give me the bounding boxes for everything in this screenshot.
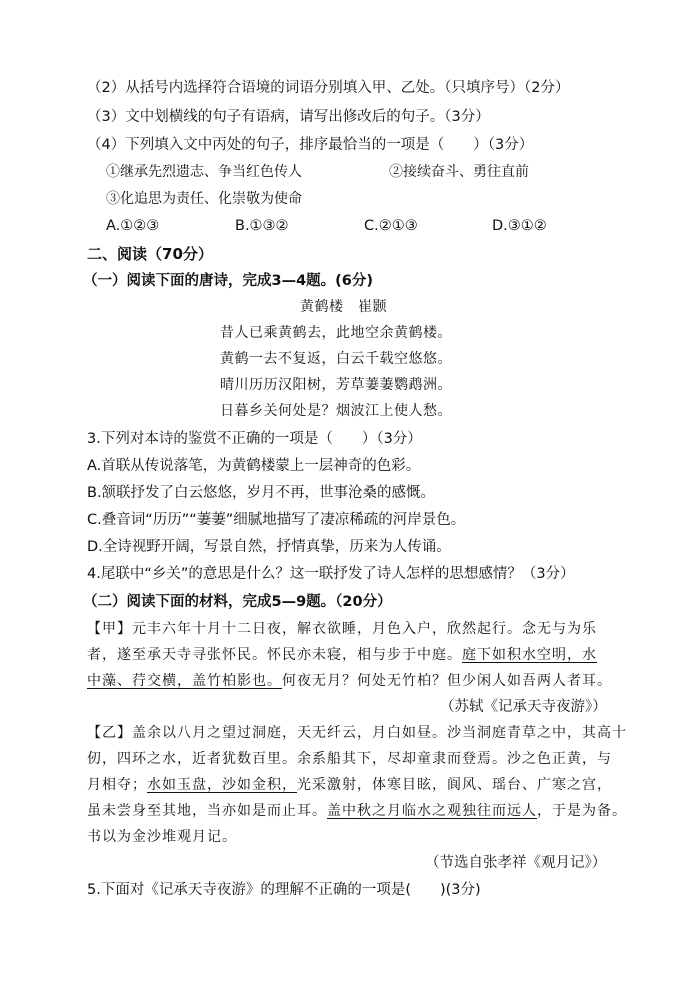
question-3-text: （3）文中划横线的句子有语病，请写出修改后的句子。（3分） [87,109,490,125]
q4-item-3: ③化追思为责任、化崇敬为使命 [106,191,302,207]
jia-line-2 [87,645,597,665]
yi-line-4-a: 虽未尝身至其地，当亦如是而止耳。 [87,803,327,819]
yi-line-3-a: 月相夺； [87,777,147,793]
yi-line-3-c: 光采激射，体寒目眩，阆风、瑶台、广寒之宫， [297,777,612,793]
q4-option-a: A.①②③ [106,218,160,234]
q4-item-1: ①继承先烈遗志、争当红色传人 [106,164,302,180]
yi-underlined-2: 盖中秋之月临水之观独往而远人 [327,803,537,819]
section-2-heading: 二、阅读（70分） [87,245,213,263]
jia-line-3-text: 何夜无月？何处无竹柏？但少闲人如吾两人者耳。 [282,673,612,689]
q4-option-b: B.①③② [235,218,289,234]
poem-line-2: 黄鹤一去不复返，白云千载空悠悠。 [220,351,452,367]
jia-line-1: 【甲】元丰六年十月十二日夜，解衣欲睡，月色入户，欣然起行。念无与为乐 [87,621,597,637]
yi-underlined-1: 水如玉盘，沙如金积， [147,777,297,793]
q4-item-2: ②接续奋斗、勇往直前 [389,164,529,180]
poem-line-3: 晴川历历汉阳树，芳草萋萋鹦鹉洲。 [220,377,452,393]
yi-line-4 [87,801,627,821]
jia-source: （苏轼《记承天寺夜游》） [440,699,607,715]
poem-line-4: 日暮乡关何处是？烟波江上使人愁。 [220,403,452,419]
part-1-heading: （一）阅读下面的唐诗，完成3—4题。(6分) [83,273,374,289]
poem-line-1: 昔人已乘黄鹤去，此地空余黄鹤楼。 [220,325,452,341]
poem-title: 黄鹤楼 崔颢 [300,299,387,315]
question-3-main: 3.下列对本诗的鉴赏不正确的一项是（ ）（3分） [87,431,422,447]
q3-option-b: B.颔联抒发了白云悠悠，岁月不再，世事沧桑的感慨。 [87,485,436,501]
question-5-main: 5.下面对《记承天寺夜游》的理解不正确的一项是( )(3分) [87,882,481,898]
yi-line-5: 书以为金沙堆观月记。 [87,829,237,845]
yi-line-4-c: ，于是为备。 [537,803,627,819]
jia-underlined-2: 中藻、荇交横，盖竹柏影也。 [87,673,282,689]
question-4-text: （4）下列填入文中丙处的句子，排序最恰当的一项是（ ）（3分） [87,137,534,153]
part-2-heading: （二）阅读下面的材料，完成5—9题。（20分） [83,594,392,610]
jia-line-2-text: 者，遂至承天寺寻张怀民。怀民亦未寝，相与步于中庭。 [87,647,462,663]
yi-line-2: 仞，四环之水，近者犹数百里。余系船其下，尽却童隶而登焉。沙之色正黄，与 [87,751,612,767]
q3-option-d: D.全诗视野开阔，写景自然，抒情真挚，历来为人传诵。 [87,539,451,555]
yi-line-3 [87,775,612,795]
yi-source: （节选自张孝祥《观月记》） [425,855,607,871]
q3-option-c: C.叠音词“历历”“萋萋”细腻地描写了凄凉稀疏的河岸景色。 [87,512,466,528]
q4-option-c: C.②①③ [364,218,418,234]
yi-line-1: 【乙】盖余以八月之望过洞庭，天无纤云，月白如昼。沙当洞庭青草之中，其高十 [87,725,627,741]
jia-underlined-1: 庭下如积水空明，水 [462,647,597,663]
question-4-main: 4.尾联中“乡关”的意思是什么？这一联抒发了诗人怎样的思想感情？（3分） [87,566,575,582]
q3-option-a: A.首联从传说落笔，为黄鹤楼蒙上一层神奇的色彩。 [87,458,421,474]
jia-line-3 [87,671,612,691]
q4-option-d: D.③①② [492,218,547,234]
question-2-text: （2）从括号内选择符合语境的词语分别填入甲、乙处。（只填序号）（2分） [87,80,570,96]
